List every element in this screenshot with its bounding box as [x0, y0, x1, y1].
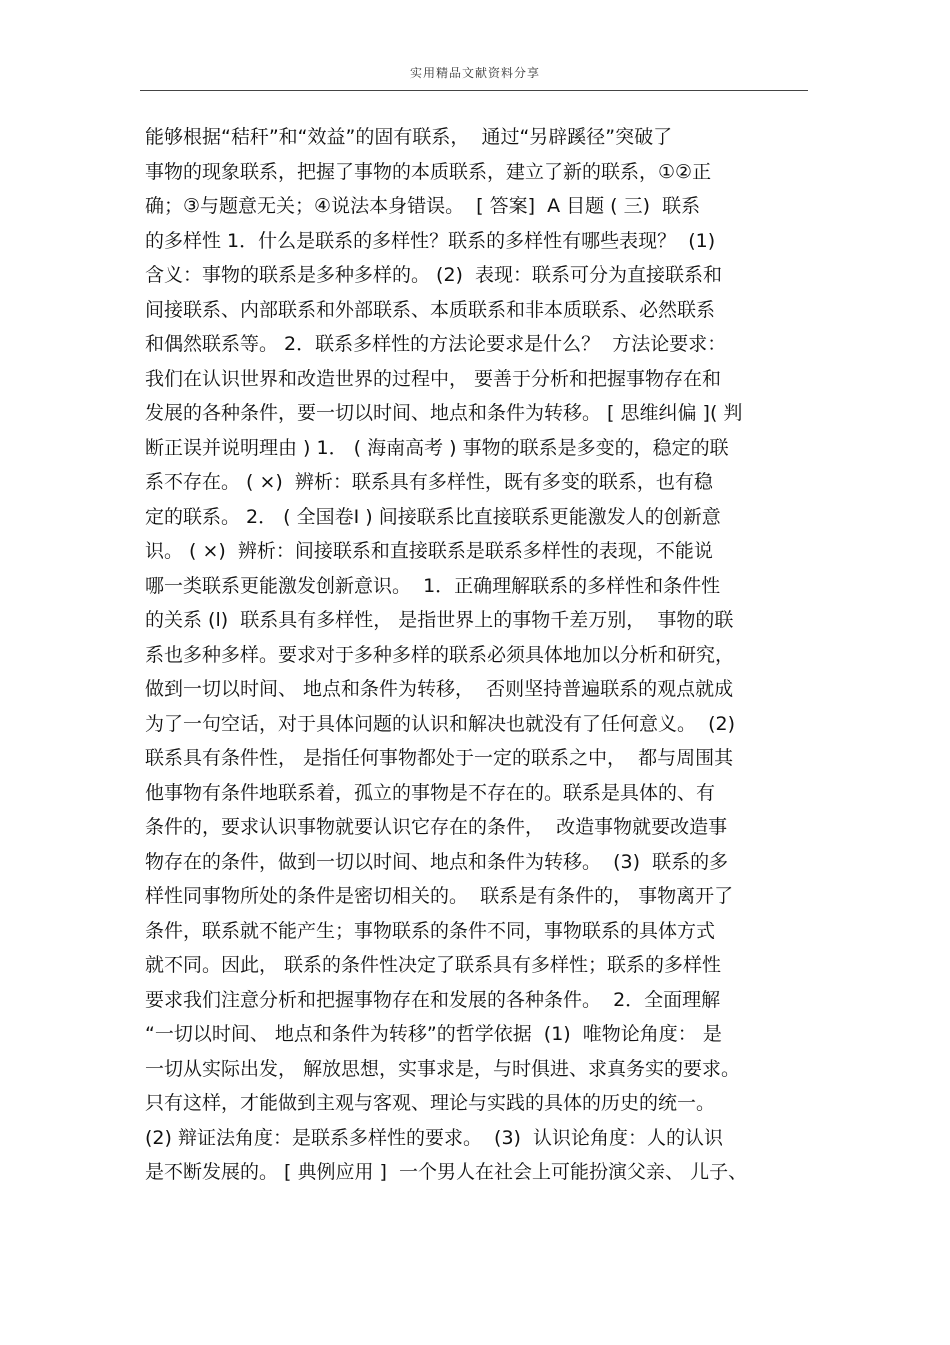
- text-line: 为了一句空话，对于具体问题的认识和解决也就没有了任何意义。 (2): [145, 712, 735, 735]
- text-line: 样性同事物所处的条件是密切相关的。 联系是有条件的， 事物离开了: [145, 885, 734, 907]
- text-line: 断正误并说明理由 ) 1． ( 海南高考 ) 事物的联系是多变的，稳定的联: [145, 436, 729, 459]
- text-line: 间接联系、内部联系和外部联系、本质联系和非本质联系、必然联系: [145, 298, 716, 321]
- text-line: 含义：事物的联系是多种多样的。 (2) 表现：联系可分为直接联系和: [145, 264, 723, 286]
- text-line: 物存在的条件，做到一切以时间、地点和条件为转移。 (3) 联系的多: [145, 850, 729, 873]
- document-body: [145, 120, 815, 1190]
- text-line: 我们在认识世界和改造世界的过程中， 要善于分析和把握事物存在和: [145, 367, 722, 390]
- text-line: 条件，联系就不能产生；事物联系的条件不同，事物联系的具体方式: [145, 919, 716, 942]
- text-line: 系不存在。 ( ×) 辨析：联系具有多样性，既有多变的联系，也有稳: [145, 471, 713, 493]
- text-line: 做到一切以时间、 地点和条件为转移， 否则坚持普遍联系的观点就成: [145, 678, 734, 700]
- text-line: 一切从实际出发， 解放思想，实事求是，与时俱进、求真务实的要求。: [145, 1057, 741, 1080]
- text-line: 他事物有条件地联系着，孤立的事物是不存在的。联系是具体的、有: [145, 781, 716, 804]
- text-line: 识。 ( ×) 辨析：间接联系和直接联系是联系多样性的表现，不能说: [145, 540, 713, 562]
- text-line: 要求我们注意分析和把握事物存在和发展的各种条件。 2．全面理解: [145, 988, 721, 1011]
- text-line: 发展的各种条件，要一切以时间、地点和条件为转移。 [ 思维纠偏 ]( 判: [145, 402, 743, 424]
- text-line: 能够根据“秸秆”和“效益”的固有联系， 通过“另辟蹊径”突破了: [145, 126, 673, 148]
- text-line: 事物的现象联系，把握了事物的本质联系，建立了新的联系，①②正: [145, 160, 712, 183]
- text-line: “一切以时间、 地点和条件为转移”的哲学依据 (1) 唯物论角度： 是: [145, 1023, 722, 1045]
- text-line: 的关系 (l) 联系具有多样性， 是指世界上的事物千差万别， 事物的联: [145, 609, 734, 631]
- text-line: 条件的，要求认识事物就要认识它存在的条件， 改造事物就要改造事: [145, 816, 728, 838]
- text-line: 的多样性 1．什么是联系的多样性？联系的多样性有哪些表现？ (1): [145, 229, 716, 252]
- text-line: 定的联系。 2． ( 全国卷Ⅰ ) 间接联系比直接联系更能激发人的创新意: [145, 505, 721, 528]
- text-line: 确；③与题意无关；④说法本身错误。 [ 答案] A 目题 ( 三) 联系: [145, 195, 701, 217]
- text-line: 就不同。因此， 联系的条件性决定了联系具有多样性；联系的多样性: [145, 954, 722, 976]
- text-line: 哪一类联系更能激发创新意识。 1．正确理解联系的多样性和条件性: [145, 574, 721, 597]
- page-header: 实用精品文献资料分享: [409, 66, 540, 80]
- header-divider: [140, 90, 808, 91]
- text-line: (2) 辩证法角度：是联系多样性的要求。 (3) 认识论角度：人的认识: [145, 1126, 724, 1149]
- text-line: 是不断发展的。 [ 典例应用 ] 一个男人在社会上可能扮演父亲、 儿子、: [145, 1161, 748, 1183]
- text-line: 只有这样，才能做到主观与客观、理论与实践的具体的历史的统一。: [145, 1092, 716, 1114]
- text-line: 和偶然联系等。 2．联系多样性的方法论要求是什么？ 方法论要求：: [145, 333, 727, 355]
- text-line: 联系具有条件性， 是指任何事物都处于一定的联系之中， 都与周围其: [145, 747, 734, 769]
- text-line: 系也多种多样。要求对于多种多样的联系必须具体地加以分析和研究，: [145, 643, 735, 666]
